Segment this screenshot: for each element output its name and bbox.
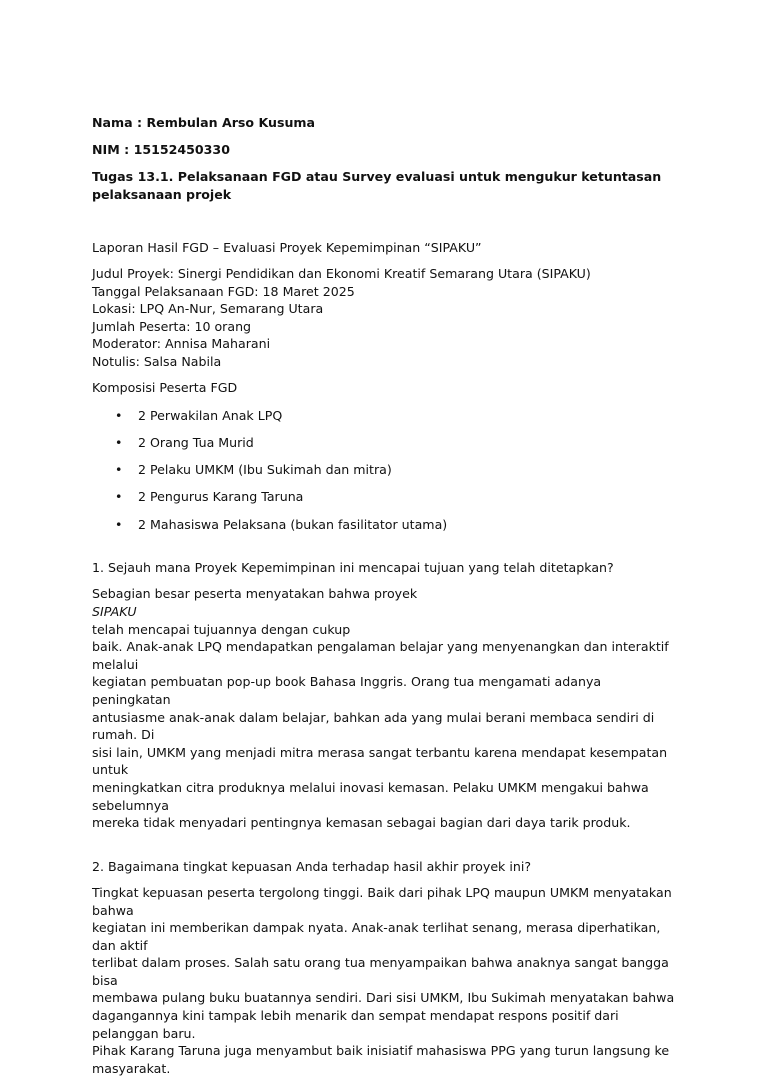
answer-1-line: mereka tidak menyadari pentingnya kemasan sebagai bagian dari daya tarik produk. xyxy=(92,815,631,831)
bullet-icon: • xyxy=(115,407,123,423)
spacer xyxy=(92,371,682,380)
answer-1-first-line: Sebagian besar peserta menyatakan bahwa proyek SIPAKU telah mencapai tujuannya dengan cukup xyxy=(92,585,682,638)
project-details xyxy=(92,265,682,371)
answer-1-line: sisi lain, UMKM yang menjadi mitra merasa sangat terbantu karena mendapat kesempatan untuk xyxy=(92,744,668,778)
question-2: 2. Bagaimana tingkat kepuasan Anda terhadap hasil akhir proyek ini? xyxy=(92,858,532,874)
project-name-italic: SIPAKU xyxy=(92,604,137,619)
bullet-icon: • xyxy=(115,489,123,505)
answer-1-line: baik. Anak-anak LPQ mendapatkan pengalaman belajar yang menyenangkan dan interaktif melalui xyxy=(92,639,669,672)
spacer xyxy=(92,213,682,239)
answer-2-line: masyarakat. xyxy=(92,1060,171,1076)
answer-1-line: kegiatan pembuatan pop-up book Bahasa Inggris. Orang tua mengamati adanya peningkatan xyxy=(92,674,602,707)
answer-2-line: Tingkat kepuasan peserta tergolong tinggi. Baik dari pihak LPQ maupun UMKM menyatakan bahwa xyxy=(92,884,672,918)
spacer xyxy=(92,875,682,884)
question-1: 1. Sejauh mana Proyek Kepemimpinan ini mencapai tujuan yang telah ditetapkan? xyxy=(92,560,614,576)
spacer xyxy=(92,832,682,858)
spacer xyxy=(92,533,682,559)
task-title: Tugas 13.1. Pelaksanaan FGD atau Survey evaluasi untuk mengukur ketuntasan pelaksanaan projek xyxy=(92,169,662,202)
document-content xyxy=(92,114,682,1077)
detail-date: Tanggal Pelaksanaan FGD: 18 Maret 2025 xyxy=(92,283,355,299)
detail-notetaker: Notulis: Salsa Nabila xyxy=(92,354,222,370)
detail-project-title: Judul Proyek: Sinergi Pendidikan dan Ekonomi Kreatif Semarang Utara (SIPAKU) xyxy=(92,266,591,282)
answer-2-line: membawa pulang buku buatannya sendiri. Dari sisi UMKM, Ibu Sukimah menyatakan bahwa xyxy=(92,990,675,1006)
list-item: • 2 Orang Tua Murid xyxy=(115,434,254,450)
answer-2-line: dagangannya kini tampak lebih menarik dan sempat mendapat respons positif dari pelanggan baru. xyxy=(92,1008,619,1041)
answer-1-line: antusiasme anak-anak dalam belajar, bahkan ada yang mulai berani membaca sendiri di rumah. Di xyxy=(92,709,655,743)
list-item: • 2 Pelaku UMKM (Ibu Sukimah dan mitra) xyxy=(115,462,392,478)
list-item: • 2 Perwakilan Anak LPQ xyxy=(115,407,283,423)
composition-list xyxy=(92,407,682,534)
detail-location: Lokasi: LPQ An-Nur, Semarang Utara xyxy=(92,301,324,317)
spacer xyxy=(92,577,682,586)
answer-2 xyxy=(92,884,682,1077)
student-nim: NIM : 15152450330 xyxy=(92,142,230,158)
answer-2-line: Pihak Karang Taruna juga menyambut baik inisiatif mahasiswa PPG yang turun langsung ke xyxy=(92,1043,670,1059)
answer-1-line: meningkatkan citra produknya melalui inovasi kemasan. Pelaku UMKM mengakui bahwa sebelumnya xyxy=(92,779,649,813)
composition-heading: Komposisi Peserta FGD xyxy=(92,380,238,396)
list-item: • 2 Pengurus Karang Taruna xyxy=(115,489,304,505)
answer-2-line: terlibat dalam proses. Salah satu orang tua menyampaikan bahwa anaknya sangat bangga bisa xyxy=(92,955,669,988)
bullet-icon: • xyxy=(115,516,123,532)
answer-1 xyxy=(92,585,682,831)
report-title: Laporan Hasil FGD – Evaluasi Proyek Kepemimpinan “SIPAKU” xyxy=(92,239,482,255)
bullet-icon: • xyxy=(115,434,123,450)
answer-2-line: kegiatan ini memberikan dampak nyata. Anak-anak terlihat senang, merasa diperhatikan, dan aktif xyxy=(92,920,661,953)
bullet-icon: • xyxy=(115,462,123,478)
list-item: • 2 Mahasiswa Pelaksana (bukan fasilitator utama) xyxy=(115,516,448,532)
student-name: Nama : Rembulan Arso Kusuma xyxy=(92,115,316,130)
detail-moderator: Moderator: Annisa Maharani xyxy=(92,336,271,352)
spacer xyxy=(92,256,682,265)
detail-participants: Jumlah Peserta: 10 orang xyxy=(92,318,252,334)
